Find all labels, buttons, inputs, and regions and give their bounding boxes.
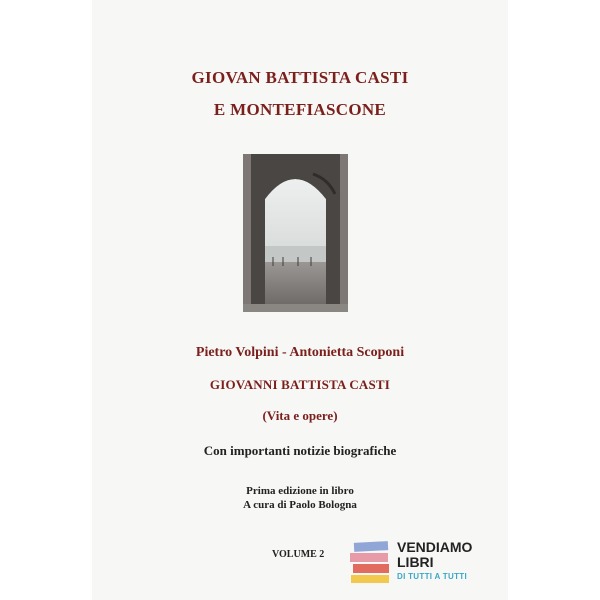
volume-label: VOLUME 2 [272, 549, 325, 560]
logo-line1: VENDIAMO [397, 539, 473, 555]
edition-line1: Prima edizione in libro [246, 485, 354, 497]
cover-title-line2: E MONTEFIASCONE [213, 100, 387, 119]
logo-line2: LIBRI [397, 554, 434, 570]
archway-photo [243, 154, 348, 312]
cover-title-line1: GIOVAN BATTISTA CASTI [191, 68, 409, 87]
vendiamo-libri-logo [350, 538, 473, 588]
logo-tagline: DI TUTTI A TUTTI [397, 572, 467, 581]
book-title: GIOVANNI BATTISTA CASTI [209, 377, 391, 392]
authors: Pietro Volpini - Antonietta Scoponi [195, 345, 405, 360]
edition-line2: A cura di Paolo Bologna [243, 499, 357, 511]
edition-info [0, 484, 600, 512]
books-stack-icon [350, 540, 392, 584]
notes: Con importanti notizie biografiche [203, 443, 397, 458]
subtitle: (Vita e opere) [262, 408, 338, 423]
